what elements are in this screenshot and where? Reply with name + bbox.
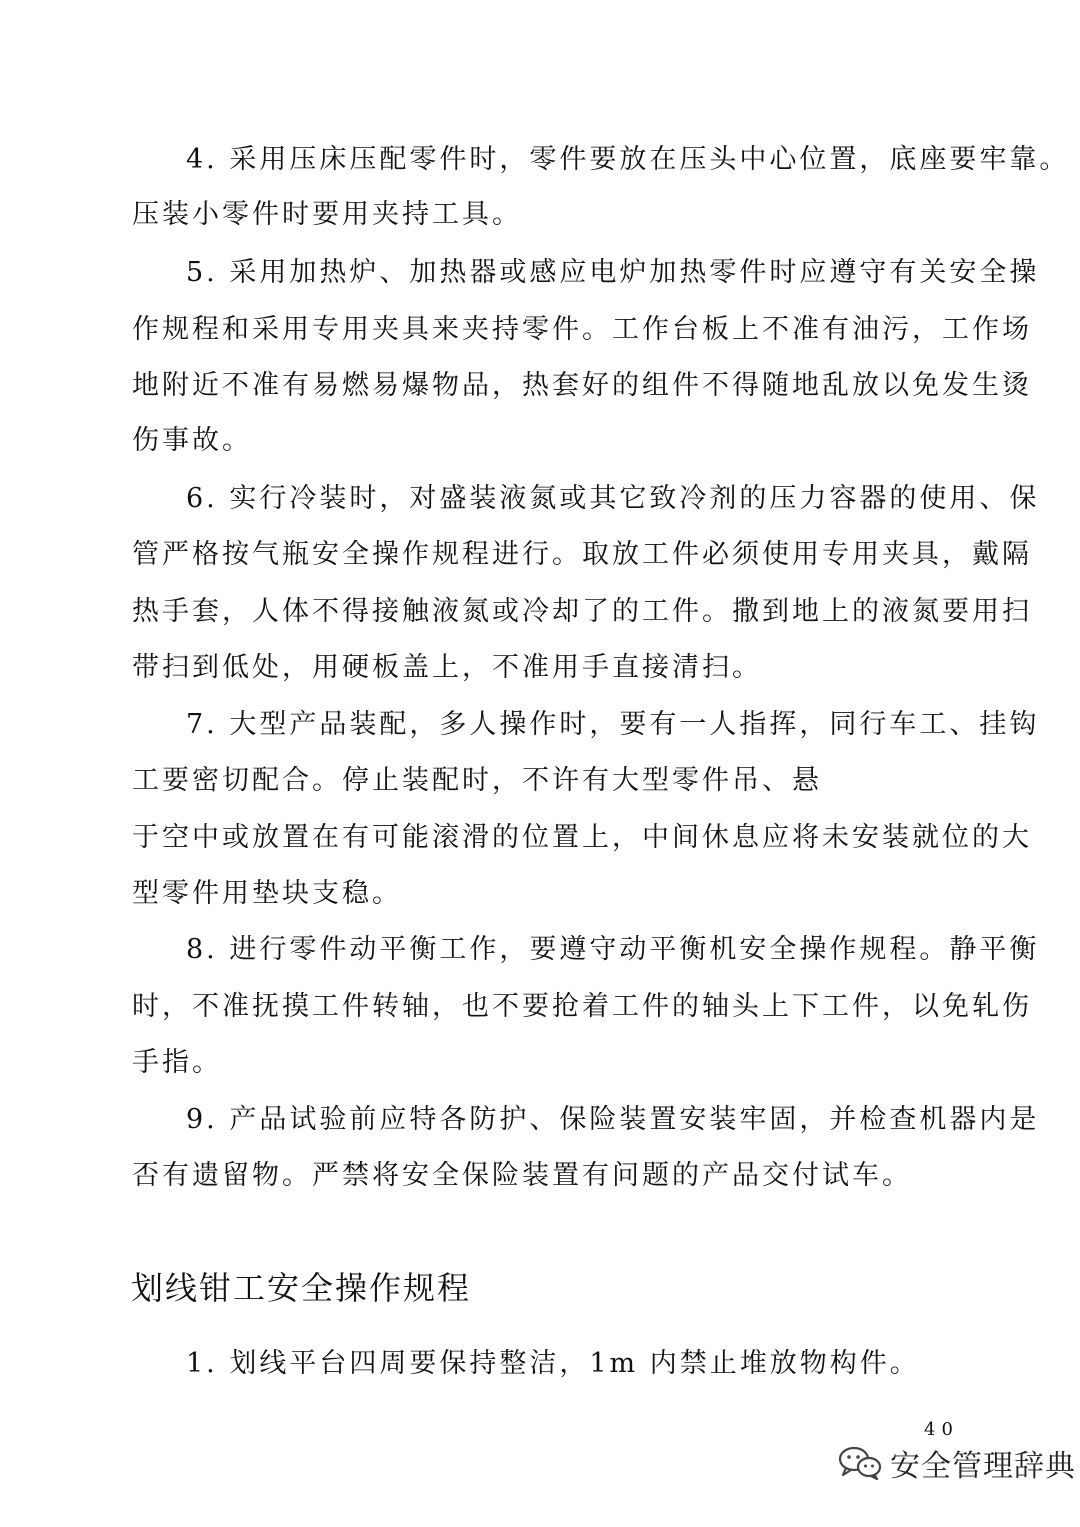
text-line: 带扫到低处，用硬板盖上，不准用手直接清扫。 <box>132 652 762 683</box>
text-line: 9. 产品试验前应特各防护、保险装置安装牢固，并检查机器内是 <box>186 1104 1040 1135</box>
text-line: 否有遗留物。严禁将安全保险装置有问题的产品交付试车。 <box>132 1160 912 1191</box>
text-line: 伤事故。 <box>132 425 252 456</box>
text-line: 时，不准抚摸工件转轴，也不要抢着工件的轴头上下工件，以免轧伤 <box>132 991 1032 1022</box>
watermark <box>838 1438 1076 1488</box>
text-line: 热手套，人体不得接触液氮或冷却了的工件。撒到地上的液氮要用扫 <box>132 596 1032 627</box>
text-line: 4. 采用压床压配零件时，零件要放在压头中心位置，底座要牢靠。 <box>186 144 1070 175</box>
text-line: 7. 大型产品装配，多人操作时，要有一人指挥，同行车工、挂钩 <box>186 709 1040 740</box>
text-line: 5. 采用加热炉、加热器或感应电炉加热零件时应遵守有关安全操 <box>186 257 1040 288</box>
text-line: 工要密切配合。停止装配时，不许有大型零件吊、悬 <box>132 765 822 796</box>
text-line: 作规程和采用专用夹具来夹持零件。工作台板上不准有油污，工作场 <box>132 314 1032 345</box>
watermark-text: 安全管理辞典 <box>890 1449 1076 1484</box>
text-line: 8. 进行零件动平衡工作，要遵守动平衡机安全操作规程。静平衡 <box>186 934 1040 965</box>
wechat-icon <box>838 1445 882 1481</box>
text-line: 型零件用垫块支稳。 <box>132 878 402 909</box>
text-line: 1. 划线平台四周要保持整洁，1m 内禁止堆放物构件。 <box>186 1348 920 1379</box>
text-line: 管严格按气瓶安全操作规程进行。取放工件必须使用专用夹具，戴隔 <box>132 539 1032 570</box>
page-number: 40 <box>924 1419 959 1440</box>
text-line: 于空中或放置在有可能滚滑的位置上，中间休息应将未安装就位的大 <box>132 822 1032 853</box>
text-line: 地附近不准有易燃易爆物品，热套好的组件不得随地乱放以免发生烫 <box>132 370 1032 401</box>
text-line: 手指。 <box>132 1047 222 1078</box>
section-heading: 划线钳工安全操作规程 <box>131 1269 472 1307</box>
text-line: 压装小零件时要用夹持工具。 <box>132 199 522 230</box>
text-line: 6. 实行冷装时，对盛装液氮或其它致冷剂的压力容器的使用、保 <box>186 483 1040 514</box>
